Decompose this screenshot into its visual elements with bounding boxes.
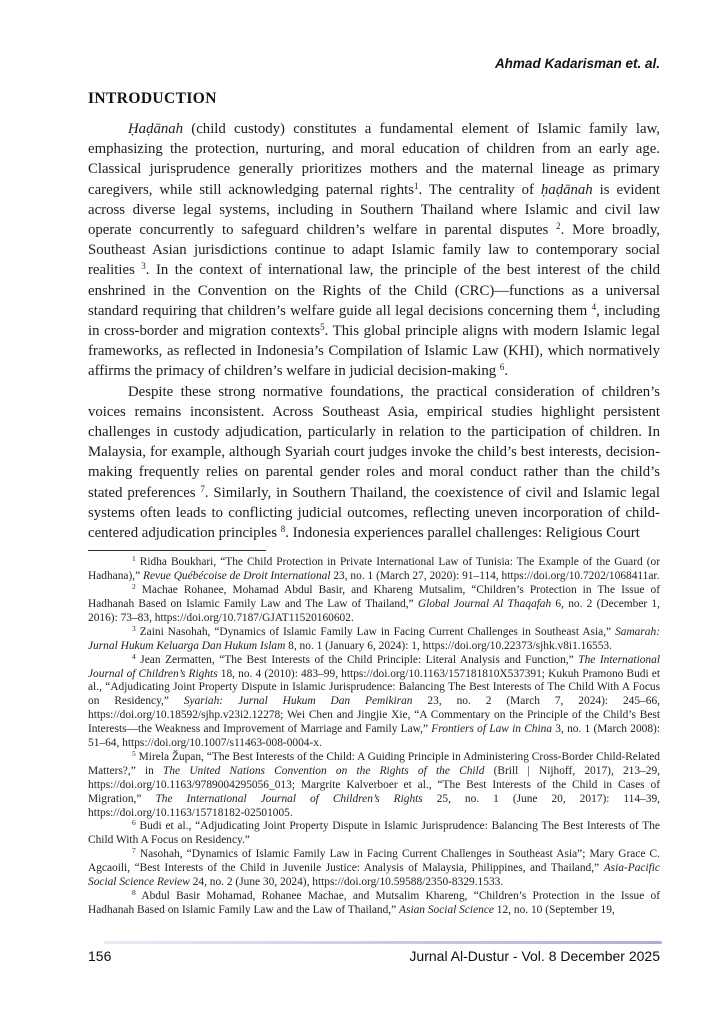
footnote-8: $^8$ Abdul Basir Mohamad, Rohanee Machae, and Mutsalim Khareng, “Children’s Protection in the Issue of Hadhanah Based on Islamic Family Law and the Law of Thailand,” Asian Social Science 12, no. 10 (September 19, (88, 888, 660, 916)
footnote-6: $^6$ Budi et al., “Adjudicating Joint Property Dispute in Islamic Jurisprudence: Balancing The Best Interests of The Child With A Focus on Residency.” (88, 818, 660, 847)
footer-page-number: 156 (88, 948, 112, 964)
footnote-2: $^2$ Machae Rohanee, Mohamad Abdul Basir, and Khareng Mutsalim, “Children’s Protection in The Issue of Hadhanah Based on Islamic Family Law and The Law of Thailand,” Global Journal Al Thaqafah 6, no. 2 (December 1, 2016): 73–83, https://doi.org/10.7187/GJAT11520160602. (88, 582, 660, 624)
footnote-4: $^4$ Jean Zermatten, “The Best Interests of the Child Principle: Literal Analysis and Function,” The International Journal of Children’s Rights 18, no. 4 (2010): 483–99, https://doi.org/10.1163/157181810X537391; Kukuh Pramono Budi et al., “Adjudicating Joint Property Dispute in Islamic Jurisprudence: Balancing The Best Interests of The Child With A Focus on Residency,” Syariah: Jurnal Hukum Dan Pemikiran 23, no. 2 (March 7, 2024): 245–66, https://doi.org/10.18592/sjhp.v23i2.12278; Wei Chen and Jingjie Xie, “A Commentary on the Principle of the Child’s Best Interests—the Weakness and Improvement of Marriage and Family Law,” Frontiers of Law in China 3, no. 1 (March 2008): 51–64, https://doi.org/10.1007/s11463-008-0004-x. (88, 651, 660, 750)
page-footer (88, 948, 660, 964)
footnote-3: $^3$ Zaini Nasohah, “Dynamics of Islamic Family Law in Facing Current Challenges in Southeast Asia,” Samarah: Jurnal Hukum Keluarga Dan Hukum Islam 8, no. 1 (January 6, 2024): 1, https://doi.org/10.22373/sjhk.v8i1.16553. (88, 623, 660, 652)
footnote-7: $^7$ Nasohah, “Dynamics of Islamic Family Law in Facing Current Challenges in Southeast Asia”; Mary Grace C. Agcaoili, “Best Interests of the Child in Juvenile Justice: Analysis of Malaysia, Philippines, and Thailand,” Asia-Pacific Social Science Review 24, no. 2 (June 30, 2024), https://doi.org/10.59588/2350-8329.1533. (88, 846, 660, 889)
footer-journal-title: Jurnal Al-Dustur - Vol. 8 December 2025 (409, 948, 660, 964)
section-heading: INTRODUCTION (88, 90, 217, 107)
footnotes-block (88, 556, 660, 918)
footnote-separator-rule (88, 550, 266, 551)
footnote-5: $^5$ Mirela Župan, “The Best Interests of the Child: A Guiding Principle in Administering Cross-Border Child-Related Matters?,” in The United Nations Convention on the Rights of the Child (Brill | Nijhoff, 2017), 213–29, https://doi.org/10.1163/9789004295056_013; Margrite Kalverboer et al., “The Best Interests of the Child in Cases of Migration,” The International Journal of Children’s Rights 25, no. 1 (June 20, 2017): 114–39, https://doi.org/10.1163/15718182-02501005. (88, 748, 660, 819)
footnote-1: $^1$ Ridha Boukhari, “The Child Protection in Private International Law of Tunisia: The Example of the Guard (or Hadhana),” Revue Québécoise de Droit International 23, no. 1 (March 27, 2020): 91–114, https://doi.org/10.7202/1068411ar. (88, 556, 660, 583)
body-paragraph-1: Ḥaḍānah (child custody) constitutes a fundamental element of Islamic family law, emphasizing the protection, nurturing, and moral education of children from an early age. Classical jurisprudence generally prioritizes mothers and the maternal lineage as primary caregivers, while still acknowledging paternal rights$^1$. The centrality of ḥaḍānah is evident across diverse legal systems, including in Southern Thailand where Islamic and civil law operate concurrently to safeguard children’s welfare in parental disputes $^2$. More broadly, Southeast Asian jurisdictions continue to adapt Islamic family law to contemporary social realities $^3$. In the context of international law, the principle of the best interest of the child enshrined in the Convention on the Rights of the Child (CRC)—functions as a universal standard requiring that children’s welfare guide all legal decisions concerning them $^4$, including in cross-border and migration contexts$^5$. This global principle aligns with modern Islamic legal frameworks, as reflected in Indonesia’s Compilation of Islamic Law (KHI), which normatively affirms the primacy of children’s welfare in judicial decision-making $^6$. (88, 121, 660, 380)
page-content (88, 0, 660, 918)
body-paragraph-2: Despite these strong normative foundations, the practical consideration of children’s voices remains inconsistent. Across Southeast Asia, empirical studies highlight persistent challenges in custody adjudication, particularly in relation to the participation of children. In Malaysia, for example, although Syariah court judges invoke the child’s best interests, decision-making frequently relies on parental gender roles and moral conduct rather than the child’s stated preferences $^7$. Similarly, in Southern Thailand, the coexistence of civil and Islamic legal systems often leads to conflicting judicial outcomes, reflecting uneven incorporation of child-centered adjudication principles $^8$. Indonesia experiences parallel challenges: Religious Court (88, 383, 660, 542)
footer-divider (104, 941, 662, 944)
page-header-author: Ahmad Kadarisman et. al. (494, 56, 660, 71)
